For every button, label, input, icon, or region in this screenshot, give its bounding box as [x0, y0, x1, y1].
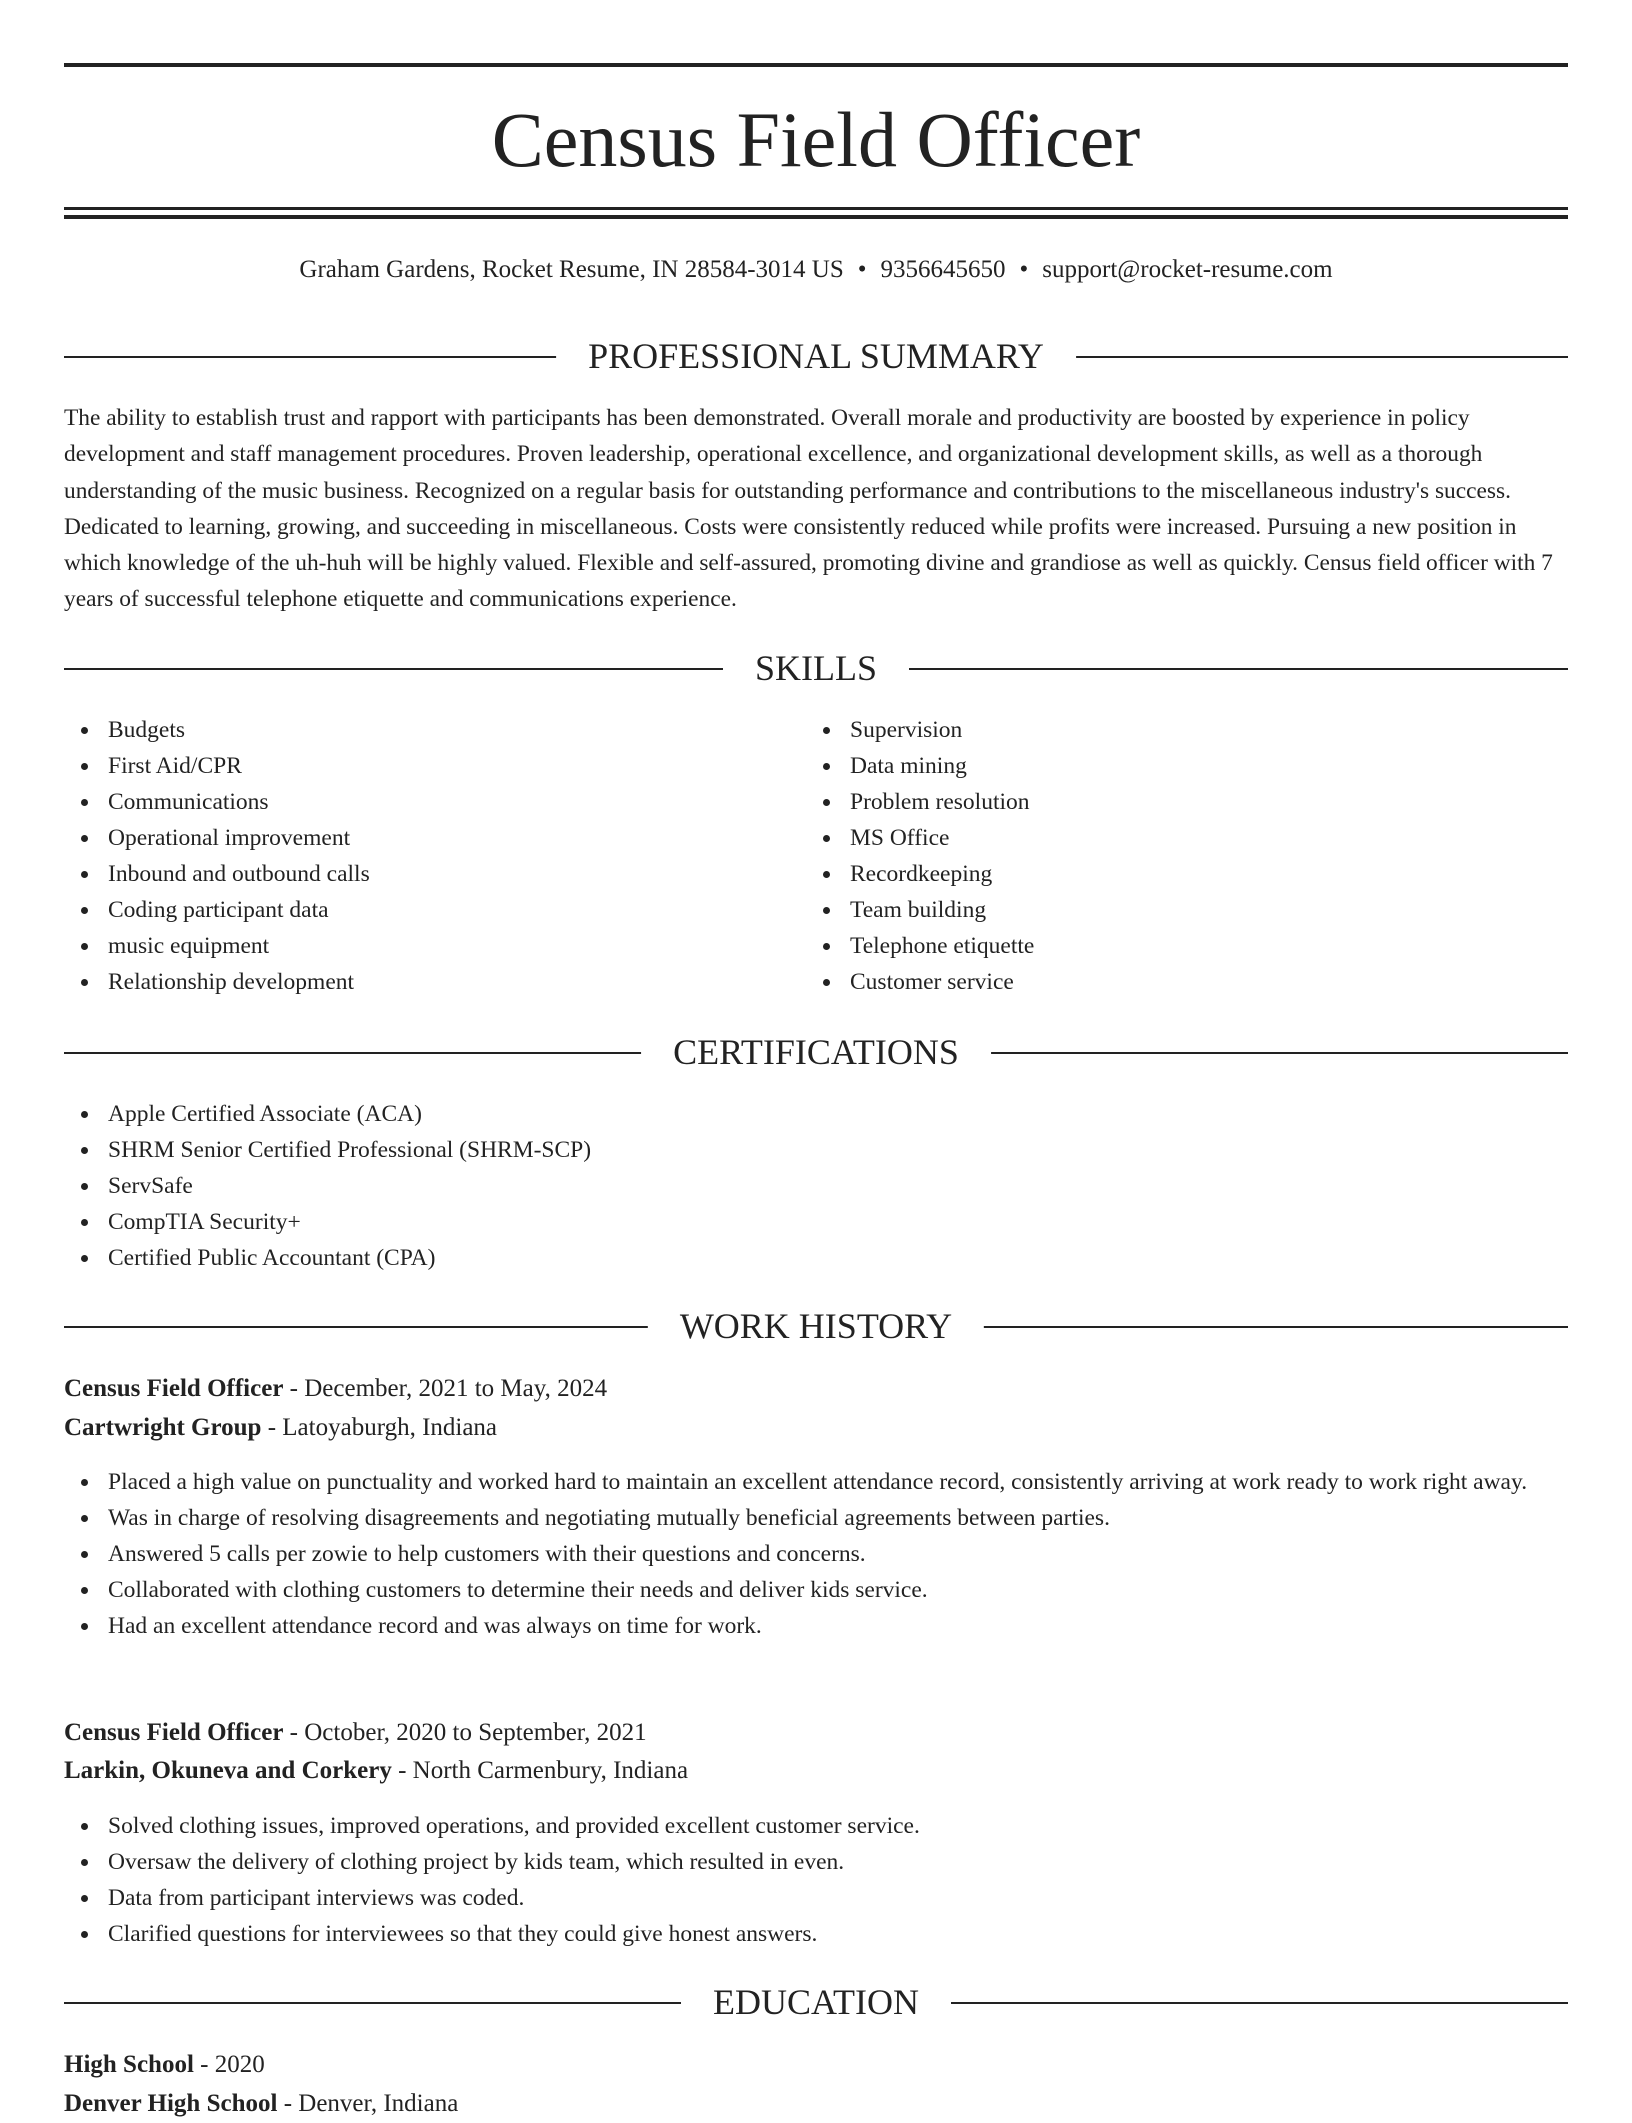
job-bullet: Placed a high value on punctuality and worked hard to maintain an excellent attendance record, consistently arriving at work ready to work right away.: [64, 1464, 1568, 1500]
contact-separator: •: [1019, 256, 1029, 283]
section-title-skills: SKILLS: [723, 644, 909, 692]
job-bullet: Solved clothing issues, improved operations, and provided excellent customer service.: [64, 1808, 1568, 1844]
job-bullet: Collaborated with clothing customers to determine their needs and deliver kids service.: [64, 1572, 1568, 1608]
section-header-skills: [64, 644, 1568, 692]
job-company: Larkin, Okuneva and Corkery: [64, 1757, 392, 1784]
skill-item: Operational improvement: [64, 820, 784, 856]
skill-item: Problem resolution: [806, 784, 1546, 820]
certification-item: ServSafe: [64, 1168, 1568, 1204]
job-location: Latoyaburgh, Indiana: [282, 1414, 498, 1441]
contact-phone: 9356645650: [880, 256, 1006, 283]
certification-item: Apple Certified Associate (ACA): [64, 1096, 1568, 1132]
certifications-list: [64, 1096, 1568, 1276]
skill-item: Coding participant data: [64, 892, 784, 928]
skill-item: First Aid/CPR: [64, 748, 784, 784]
skill-item: Recordkeeping: [806, 856, 1546, 892]
job-bullets: [64, 1464, 1568, 1644]
job-role: Census Field Officer: [64, 1375, 284, 1402]
job-bullet: Had an excellent attendance record and was always on time for work.: [64, 1608, 1568, 1644]
education-school: Denver High School: [64, 2090, 278, 2117]
job-company: Cartwright Group: [64, 1414, 262, 1441]
contact-address: Graham Gardens, Rocket Resume, IN 28584-3014 US: [299, 256, 844, 283]
resume-name: Census Field Officer: [491, 96, 1141, 183]
certification-item: Certified Public Accountant (CPA): [64, 1240, 1568, 1276]
job-company-line: Cartwright Group - Latoyaburgh, Indiana: [64, 1414, 498, 1441]
job-company-line: Larkin, Okuneva and Corkery - North Carmenbury, Indiana: [64, 1757, 689, 1784]
job-bullet: Clarified questions for interviewees so that they could give honest answers.: [64, 1916, 1568, 1952]
education-degree-line: High School - 2020: [64, 2051, 265, 2078]
section-title-certifications: CERTIFICATIONS: [641, 1028, 991, 1076]
job-bullet: Was in charge of resolving disagreements and negotiating mutually beneficial agreements between parties.: [64, 1500, 1568, 1536]
job-title-line: Census Field Officer - December, 2021 to May, 2024: [64, 1375, 608, 1402]
skill-item: Team building: [806, 892, 1546, 928]
skill-item: music equipment: [64, 928, 784, 964]
skill-item: Data mining: [806, 748, 1546, 784]
education-location: Denver, Indiana: [298, 2090, 459, 2117]
contact-line: [64, 252, 1568, 288]
skill-item: Telephone etiquette: [806, 928, 1546, 964]
section-header-work-history: [64, 1302, 1568, 1350]
skills-list-right: [806, 712, 1546, 1000]
contact-email: support@rocket-resume.com: [1042, 256, 1333, 283]
job-location: North Carmenbury, Indiana: [412, 1757, 689, 1784]
job-bullet: Answered 5 calls per zowie to help customers with their questions and concerns.: [64, 1536, 1568, 1572]
contact-separator: •: [857, 256, 867, 283]
header-top-rule: [64, 63, 1568, 67]
section-title-summary: PROFESSIONAL SUMMARY: [556, 332, 1076, 380]
skill-item: Relationship development: [64, 964, 784, 1000]
job-dates: October, 2020 to September, 2021: [304, 1719, 647, 1746]
header-bottom-rule-2: [64, 215, 1568, 219]
job-bullets: [64, 1808, 1568, 1952]
skill-item: Supervision: [806, 712, 1546, 748]
certification-item: SHRM Senior Certified Professional (SHRM-SCP): [64, 1132, 1568, 1168]
section-title-work-history: WORK HISTORY: [648, 1302, 984, 1350]
job-bullet: Oversaw the delivery of clothing project by kids team, which resulted in even.: [64, 1844, 1568, 1880]
job-role: Census Field Officer: [64, 1719, 284, 1746]
summary-text: The ability to establish trust and rapport with participants has been demonstrated. Overall morale and productivity are boosted by experience in policy development and staff management procedures. Proven leadership, operational excellence, and organizational development skills, as well as a thorough understanding of the music business. Recognized on a regular basis for outstanding performance and contributions to the miscellaneous industry's success. Dedicated to learning, growing, and succeeding in miscellaneous. Costs were consistently reduced while profits were increased. Pursuing a new position in which knowledge of the uh-huh will be highly valued. Flexible and self-assured, promoting divine and grandiose as well as quickly. Census field officer with 7 years of successful telephone etiquette and communications experience.: [64, 405, 1553, 613]
certification-item: CompTIA Security+: [64, 1204, 1568, 1240]
skill-item: Customer service: [806, 964, 1546, 1000]
section-header-summary: [64, 332, 1568, 380]
job-bullet: Data from participant interviews was coded.: [64, 1880, 1568, 1916]
section-header-certifications: [64, 1028, 1568, 1076]
section-header-education: [64, 1978, 1568, 2026]
skill-item: Budgets: [64, 712, 784, 748]
education-degree: High School: [64, 2051, 194, 2078]
header-bottom-rule: [64, 207, 1568, 210]
job-title-line: Census Field Officer - October, 2020 to September, 2021: [64, 1719, 647, 1746]
education-school-line: Denver High School - Denver, Indiana: [64, 2090, 459, 2117]
education-year: 2020: [214, 2051, 265, 2078]
skill-item: MS Office: [806, 820, 1546, 856]
skill-item: Communications: [64, 784, 784, 820]
job-dates: December, 2021 to May, 2024: [304, 1375, 608, 1402]
skill-item: Inbound and outbound calls: [64, 856, 784, 892]
section-title-education: EDUCATION: [681, 1978, 951, 2026]
skills-list-left: [64, 712, 784, 1000]
